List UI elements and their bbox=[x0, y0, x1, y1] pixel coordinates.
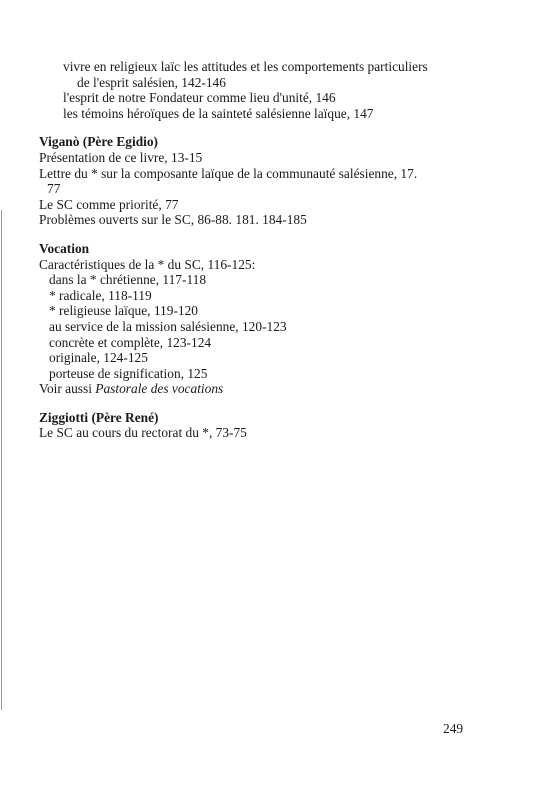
index-heading: Ziggiotti (Père René) bbox=[39, 409, 159, 425]
index-subline: concrète et complète, 123-124 bbox=[49, 334, 212, 350]
index-entry-ziggiotti bbox=[39, 410, 509, 441]
index-line: de l'esprit salésien, 142-146 bbox=[77, 74, 226, 90]
index-entry-continued bbox=[39, 59, 509, 121]
index-subline: au service de la mission salésienne, 120-123 bbox=[49, 318, 287, 334]
index-heading: Viganò (Père Egidio) bbox=[39, 134, 159, 150]
index-subline: * religieuse laïque, 119-120 bbox=[49, 303, 198, 319]
index-subline: porteuse de signification, 125 bbox=[49, 365, 208, 381]
index-line: Lettre du * sur la composante laïque de la communauté salésienne, 17. bbox=[39, 165, 418, 181]
index-subline: * radicale, 118-119 bbox=[49, 287, 152, 303]
page-edge-line bbox=[1, 210, 2, 710]
index-heading: Vocation bbox=[39, 240, 90, 256]
index-line: vivre en religieux laïc les attitudes et les comportements particuliers bbox=[63, 59, 428, 74]
index-line: l'esprit de notre Fondateur comme lieu d'unité, 146 bbox=[63, 90, 336, 106]
index-line: Le SC comme priorité, 77 bbox=[39, 196, 179, 212]
index-content bbox=[39, 59, 509, 441]
index-line: Problèmes ouverts sur le SC, 86-88. 181. 184-185 bbox=[39, 212, 307, 228]
see-also-line bbox=[39, 381, 509, 397]
index-line: Caractéristiques de la * du SC, 116-125: bbox=[39, 256, 256, 272]
index-line: Le SC au cours du rectorat du *, 73-75 bbox=[39, 425, 247, 441]
index-entry-vocation bbox=[39, 241, 509, 397]
index-line: Présentation de ce livre, 13-15 bbox=[39, 149, 203, 165]
page-number: 249 bbox=[443, 721, 464, 736]
index-subline: originale, 124-125 bbox=[49, 350, 148, 366]
index-entry-vigano bbox=[39, 134, 509, 228]
see-also-prefix: Voir aussi bbox=[39, 381, 96, 397]
index-line: 77 bbox=[47, 181, 61, 197]
index-subline: dans la * chrétienne, 117-118 bbox=[49, 272, 207, 288]
index-line: les témoins héroïques de la sainteté salésienne laïque, 147 bbox=[63, 105, 374, 121]
see-also-reference: Pastorale des vocations bbox=[95, 381, 224, 397]
